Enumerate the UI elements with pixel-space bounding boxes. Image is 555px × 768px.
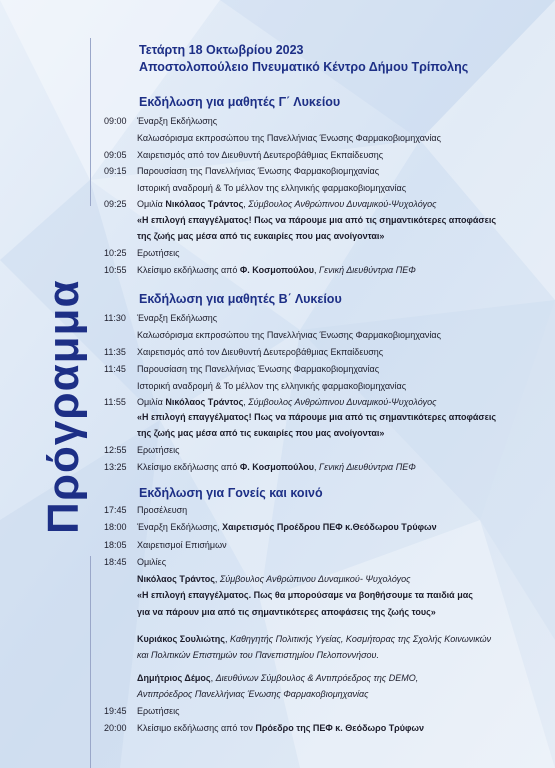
speaker-role: Σύμβουλος Ανθρώπινου Δυναμικού- Ψυχολόγος [219, 574, 411, 584]
item-text: Έναρξη Εκδήλωσης [137, 313, 218, 323]
time-slot: 11:45 [104, 364, 126, 374]
separator: , [243, 199, 249, 209]
schedule-line [137, 590, 473, 601]
event-date: Τετάρτη 18 Οκτωβρίου 2023 [139, 43, 304, 57]
schedule-row [104, 150, 383, 161]
schedule-row [104, 723, 424, 734]
separator: , [314, 462, 320, 472]
speaker-name: «Η επιλογή επαγγέλματος! Πως να πάρουμε μια από τις σημαντικότερες αποφάσεις [137, 412, 497, 422]
schedule-line [137, 634, 491, 645]
event-venue: Αποστολοπούλειο Πνευματικό Κέντρο Δήμου Τρίπολης [139, 60, 469, 74]
section-title: Εκδήλωση για Γονείς και κοινό [139, 486, 323, 500]
speaker-name: Νικόλαος Τράντος [165, 199, 244, 209]
time-slot: 18:45 [104, 557, 127, 567]
item-text: Ερωτήσεις [137, 248, 180, 258]
speaker-name: της ζωής μας μέσα από τις ευκαιρίες που μας ανοίγονται» [137, 231, 385, 241]
schedule-row [104, 462, 416, 473]
speaker-role: Σύμβουλος Ανθρώπινου Δυναμικού-Ψυχολόγος [248, 199, 437, 209]
item-text: Κλείσιμο εκδήλωσης από [137, 462, 240, 472]
speaker-role: Καθηγητής Πολιτικής Υγείας, Κοσμήτορας της Σχολής Κοινωνικών [229, 634, 492, 644]
speaker-name: Φ. Κοσμοπούλου [239, 462, 314, 472]
item-text: Χαιρετισμός από τον Διευθυντή Δευτεροβάθμιας Εκπαίδευσης [137, 347, 384, 357]
side-title: Πρόγραμμα [39, 279, 88, 534]
time-slot: 09:00 [104, 116, 127, 126]
schedule-line [137, 650, 379, 661]
item-text: Κλείσιμο εκδήλωσης από [137, 265, 240, 275]
speaker-name: Φ. Κοσμοπούλου [239, 265, 314, 275]
schedule-line [137, 381, 406, 392]
item-text: Καλωσόρισμα εκπροσώπου της Πανελλήνιας Ένωσης Φαρμακοβιομηχανίας [137, 133, 441, 143]
speaker-name: Δημήτριος Δέμος [137, 673, 211, 683]
time-slot: 18:05 [104, 540, 127, 550]
speaker-name: «Η επιλογή επαγγέλματος. Πως θα μπορούσαμε να βοηθήσουμε τα παιδιά μας [137, 590, 473, 600]
schedule-line [137, 231, 384, 242]
schedule-row [104, 540, 227, 551]
item-text: Χαιρετισμός από τον Διευθυντή Δευτεροβάθμιας Εκπαίδευσης [137, 150, 384, 160]
speaker-role: Σύμβουλος Ανθρώπινου Δυναμικού-Ψυχολόγος [248, 397, 437, 407]
speaker-role: Γενική Διευθύντρια ΠΕΦ [319, 462, 416, 472]
item-text: Παρουσίαση της Πανελλήνιας Ένωσης Φαρμακοβιομηχανίας [137, 364, 380, 374]
speaker-name: Νικόλαος Τράντος [137, 574, 215, 584]
schedule-line [137, 607, 436, 618]
schedule-line [137, 133, 441, 144]
time-slot: 17:45 [104, 505, 127, 515]
schedule-line [137, 574, 411, 585]
schedule-row [104, 505, 187, 516]
schedule-line [137, 673, 418, 684]
schedule-row [104, 265, 416, 276]
speaker-name: Πρόεδρο της ΠΕΦ κ. Θεόδωρο Τρύφων [255, 723, 425, 733]
time-slot: 19:45 [104, 706, 127, 716]
time-slot: 13:25 [104, 462, 127, 472]
schedule-row [104, 248, 180, 259]
schedule-line [137, 428, 384, 439]
speaker-name: Κυριάκος Σουλιώτης [137, 634, 225, 644]
section-title: Εκδήλωση για μαθητές Γ΄ Λυκείου [139, 95, 341, 109]
schedule-row [104, 199, 436, 210]
separator: , [214, 574, 220, 584]
speaker-name: της ζωής μας μέσα από τις ευκαιρίες που μας ανοίγονται» [137, 428, 385, 438]
schedule-line [137, 412, 496, 423]
speaker-name: Χαιρετισμός Προέδρου ΠΕΦ κ.Θεόδωρου Τρύφων [222, 522, 437, 532]
time-slot: 09:25 [104, 199, 127, 209]
schedule-row [104, 166, 379, 177]
time-slot: 11:35 [104, 347, 126, 357]
time-slot: 10:25 [104, 248, 127, 258]
time-slot: 09:05 [104, 150, 127, 160]
speaker-role: Διευθύνων Σύμβουλος & Αντιπρόεδρος της DEMO, [215, 673, 419, 683]
item-text: Καλωσόρισμα εκπροσώπου της Πανελλήνιας Ένωσης Φαρμακοβιομηχανίας [137, 330, 441, 340]
schedule-row [104, 347, 383, 358]
speaker-role: Γενική Διευθύντρια ΠΕΦ [319, 265, 416, 275]
schedule-row [104, 445, 180, 456]
time-slot: 18:00 [104, 522, 127, 532]
speaker-name: Νικόλαος Τράντος [165, 397, 244, 407]
item-text: Ερωτήσεις [137, 706, 180, 716]
speaker-name: για να πάρουν μια από τις σημαντικότερες αποφάσεις της ζωής τους» [137, 607, 436, 617]
separator: , [210, 673, 216, 683]
time-slot: 11:30 [104, 313, 126, 323]
divider-line [90, 38, 91, 206]
item-text: Παρουσίαση της Πανελλήνιας Ένωσης Φαρμακοβιομηχανίας [137, 166, 380, 176]
speaker-role: και Πολιτικών Επιστημών του Πανεπιστημίου Πελοποννήσου. [137, 650, 379, 660]
item-text: Έναρξη Εκδήλωσης, [137, 522, 223, 532]
schedule-row [104, 313, 217, 324]
item-text: Ομιλία [137, 199, 166, 209]
separator: , [243, 397, 249, 407]
separator: , [224, 634, 230, 644]
time-slot: 11:55 [104, 397, 126, 407]
schedule-line [137, 215, 496, 226]
schedule-line [137, 330, 441, 341]
schedule-row [104, 522, 437, 533]
schedule-row [104, 397, 436, 408]
speaker-role: Αντιπρόεδρος Πανελλήνιας Ένωσης Φαρμακοβιομηχανίας [137, 689, 369, 699]
item-text: Ερωτήσεις [137, 445, 180, 455]
section-title: Εκδήλωση για μαθητές Β΄ Λυκείου [139, 292, 342, 306]
separator: , [314, 265, 320, 275]
schedule-line [137, 689, 369, 700]
schedule-row [104, 364, 379, 375]
time-slot: 12:55 [104, 445, 127, 455]
item-text: Ομιλία [137, 397, 166, 407]
time-slot: 20:00 [104, 723, 127, 733]
divider-line [90, 556, 91, 768]
item-text: Έναρξη Εκδήλωσης [137, 116, 218, 126]
time-slot: 10:55 [104, 265, 127, 275]
schedule-row [104, 116, 217, 127]
item-text: Χαιρετισμοί Επισήμων [137, 540, 227, 550]
item-text: Ιστορική αναδρομή & Το μέλλον της ελληνικής φαρμακοβιομηχανίας [137, 183, 407, 193]
speaker-name: «Η επιλογή επαγγέλματος! Πως να πάρουμε μια από τις σημαντικότερες αποφάσεις [137, 215, 497, 225]
schedule-row [104, 706, 180, 717]
item-text: Ιστορική αναδρομή & Το μέλλον της ελληνικής φαρμακοβιομηχανίας [137, 381, 407, 391]
time-slot: 09:15 [104, 166, 127, 176]
item-text: Προσέλευση [137, 505, 188, 515]
schedule-row [104, 557, 166, 568]
schedule-line [137, 183, 406, 194]
item-text: Ομιλίες [137, 557, 167, 567]
event-header [139, 42, 468, 76]
item-text: Κλείσιμο εκδήλωσης από τον [137, 723, 256, 733]
